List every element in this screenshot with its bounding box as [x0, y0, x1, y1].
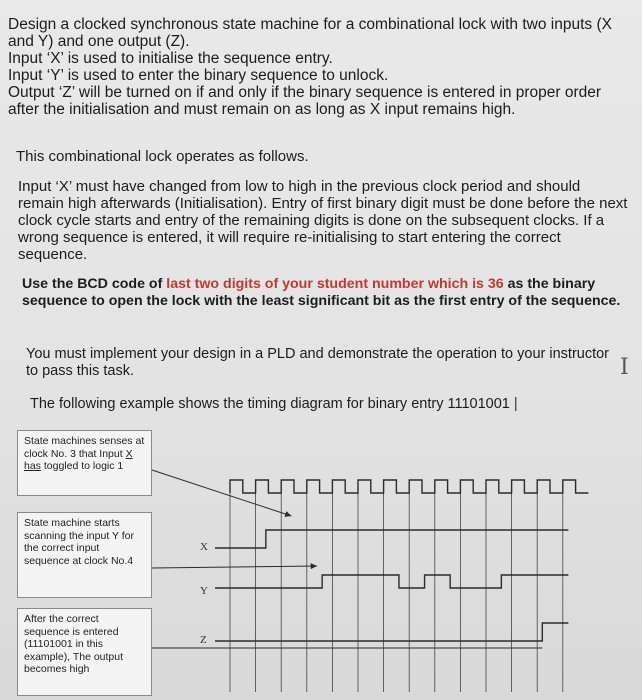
callout-1-text-b: toggled to logic 1: [40, 460, 124, 472]
bcd-part-1: Use the BCD code of: [22, 276, 167, 292]
implementation-text: You must implement your design in a PLD and demonstrate the operation to your instructor to pass this task.: [26, 346, 610, 379]
arrow-clock-4-head: [311, 563, 317, 569]
callout-clock-4: State machine starts scanning the input Y for the correct input sequence at clock No.4: [17, 512, 152, 598]
callout-output-high: After the correct sequence is entered (11101001 in this example), The output becomes high: [17, 608, 152, 696]
example-text: The following example shows the timing diagram for binary entry 11101001: [30, 396, 510, 412]
arrow-clock-3-head: [284, 511, 291, 517]
signal-label-y: Y: [200, 585, 208, 597]
callout-arrows: [152, 470, 542, 648]
intro-line-3: Input ‘Y’ is used to enter the binary sequence to unlock.: [8, 67, 389, 84]
signal-label-x: X: [200, 541, 208, 553]
intro-line-2: Input ‘X’ is used to initialise the sequence entry.: [8, 50, 333, 67]
bcd-part-2: as the binary sequence to open the lock with the least significant bit as the first entry of the sequence.: [22, 276, 621, 309]
z-waveform: [215, 623, 568, 641]
operation-heading: This combinational lock operates as follows.: [16, 148, 309, 165]
callout-1-underlined: X has: [24, 447, 133, 472]
clock-signal: [230, 480, 588, 493]
y-waveform: [215, 575, 568, 588]
clock-waveform: [230, 480, 588, 493]
arrow-clock-4: [152, 566, 317, 568]
intro-line-4: Output ‘Z’ will be turned on if and only if the binary sequence is entered in proper order after the initialisation and must remain on as long as X input remains high.: [8, 84, 602, 118]
operation-text: Input ‘X’ must have changed from low to high in the previous clock period and should remain high afterwards (Initialisation). Entry of first binary digit must be done before the next clock cycle starts and entry of the remaining digits is done on the subsequent clocks. If a wrong sequence is entered, it will require re-initialising to start entering the correct sequence.: [18, 178, 628, 263]
intro-line-1: Design a clocked synchronous state machine for a combinational lock with two inputs (X and Y) and one output (Z).: [8, 16, 612, 50]
student-number-highlight: last two digits of your student number which is 36: [166, 276, 504, 292]
signal-label-z: Z: [200, 634, 207, 646]
x-signal: [215, 530, 568, 548]
callout-1-text-a: State machines senses at clock No. 3 that Input: [24, 435, 145, 460]
y-signal: [215, 575, 568, 588]
caret-icon: |: [509, 396, 518, 412]
callout-clock-3: [17, 430, 152, 496]
text-cursor-icon: I: [620, 355, 629, 380]
x-waveform: [215, 530, 568, 548]
z-signal: [215, 623, 568, 641]
